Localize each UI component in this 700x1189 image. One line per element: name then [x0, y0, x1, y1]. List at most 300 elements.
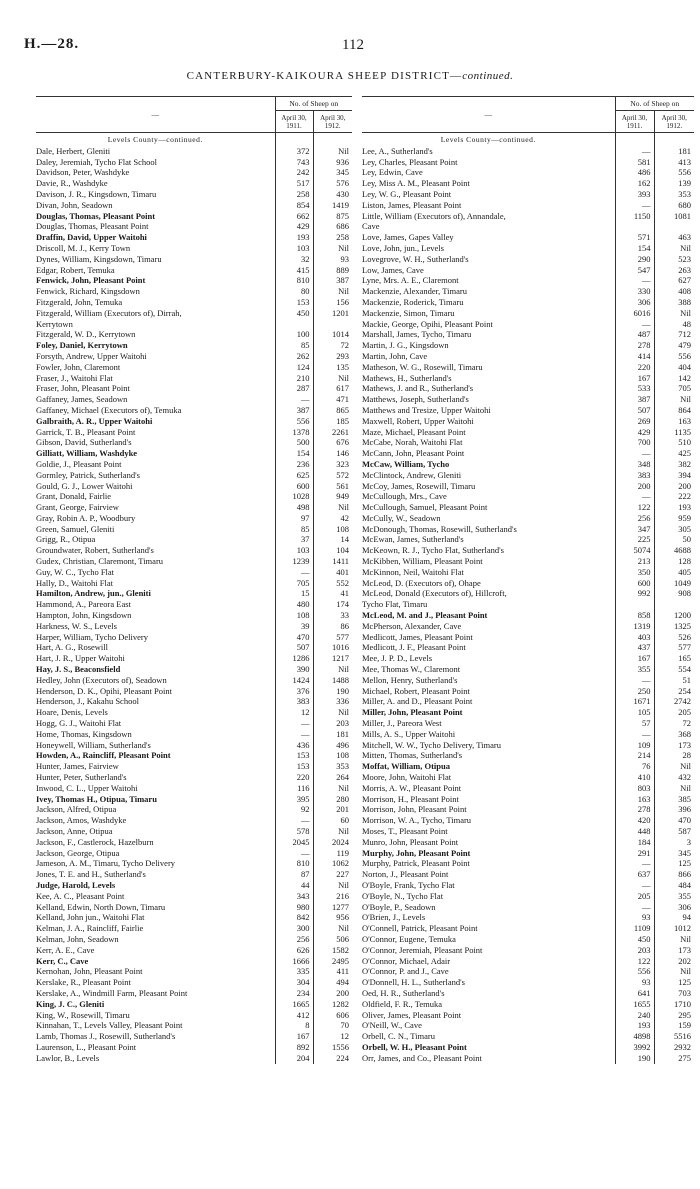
sheep-1911: 854: [275, 200, 313, 211]
sheep-1912: 479: [654, 340, 694, 351]
sheep-1912: 712: [654, 329, 694, 340]
owner-row: [362, 524, 694, 535]
sheep-1912: 323: [313, 459, 352, 470]
sheep-1912: 51: [654, 675, 694, 686]
owner-name: Groundwater, Robert, Sutherland's: [36, 545, 154, 556]
owner-name: Medlicott, James, Pleasant Point: [362, 631, 473, 642]
owner-row: [36, 146, 352, 157]
sheep-1911: 234: [275, 988, 313, 999]
sheep-1912: 86: [313, 621, 352, 632]
owner-row: [36, 588, 352, 599]
owner-name: Fenwick, John, Pleasant Point: [36, 275, 146, 286]
owner-name: Gould, G. J., Lower Waitohi: [36, 480, 133, 491]
sheep-1911: 97: [275, 513, 313, 524]
sheep-1912: 108: [313, 750, 352, 761]
owner-name: Dale, Herbert, Gleniti: [36, 145, 111, 156]
sheep-1912: 156: [313, 297, 352, 308]
owner-row: [36, 545, 352, 556]
sheep-1911: 355: [615, 664, 654, 675]
owner-name: Mellon, Henry, Sutherland's: [362, 674, 458, 685]
owner-name: Gibson, David, Sutherland's: [36, 437, 132, 448]
sheep-1911: 203: [615, 945, 654, 956]
sheep-1911: 240: [615, 1010, 654, 1021]
sheep-1911: 1109: [615, 923, 654, 934]
owner-row: [36, 167, 352, 178]
sheep-1911: 85: [275, 524, 313, 535]
owner-name: Tycho Flat, Timaru: [362, 599, 428, 610]
sheep-1912: 1411: [313, 556, 352, 567]
owner-row: [36, 275, 352, 286]
sheep-1912: 345: [313, 167, 352, 178]
sheep-1912: 201: [313, 804, 352, 815]
sheep-1912: Nil: [654, 243, 694, 254]
sheep-1912: 572: [313, 470, 352, 481]
owner-name: Draffin, David, Upper Waitohi: [36, 232, 147, 243]
sheep-1911: 304: [275, 977, 313, 988]
sheep-1911: —: [275, 815, 313, 826]
sheep-1911: 236: [275, 459, 313, 470]
owner-name: Orr, James, and Co., Pleasant Point: [362, 1052, 482, 1063]
owner-row: [362, 470, 694, 481]
sheep-1911: 163: [615, 794, 654, 805]
owner-row: [362, 167, 694, 178]
owner-name: Davison, J. R., Kingsdown, Timaru: [36, 188, 157, 199]
owner-name: Liston, James, Pleasant Point: [362, 199, 462, 210]
owner-row: [36, 999, 352, 1010]
owner-row: [36, 848, 352, 859]
sheep-1911: 167: [275, 1031, 313, 1042]
owner-row: [36, 394, 352, 405]
sheep-1912: 60: [313, 815, 352, 826]
owner-name: Guy, W. C., Tycho Flat: [36, 566, 115, 577]
sheep-1911: 480: [275, 599, 313, 610]
owner-name: O'Neill, W., Cave: [362, 1020, 422, 1031]
sheep-1911: 980: [275, 902, 313, 913]
owner-name: Munro, John, Pleasant Point: [362, 836, 459, 847]
sheep-1912: 295: [654, 1010, 694, 1021]
owner-row: [362, 729, 694, 740]
sheep-1911: —: [275, 848, 313, 859]
sheep-1912: 174: [313, 599, 352, 610]
owner-row: [362, 448, 694, 459]
owner-name: Hunter, James, Fairview: [36, 761, 119, 772]
owner-name: Oliver, James, Pleasant Point: [362, 1009, 462, 1020]
owner-name: Gray, Robin A. P., Woodbury: [36, 512, 136, 523]
owner-row: [362, 912, 694, 923]
sheep-count-group-header: No. of Sheep on: [615, 97, 694, 111]
owner-name: Laurenson, L., Pleasant Point: [36, 1041, 137, 1052]
sheep-1911: 1671: [615, 696, 654, 707]
sheep-1912: 159: [654, 1020, 694, 1031]
sheep-1911: 93: [615, 912, 654, 923]
owner-name: Maze, Michael, Pleasant Point: [362, 426, 466, 437]
sheep-1912: 48: [654, 319, 694, 330]
owner-name: Love, John, jun., Levels: [362, 242, 444, 253]
sheep-1911: 154: [275, 448, 313, 459]
sheep-1911: 116: [275, 783, 313, 794]
sheep-1912: 128: [654, 556, 694, 567]
sheep-1911: 287: [275, 383, 313, 394]
owner-row: [36, 232, 352, 243]
sheep-1912: 496: [313, 740, 352, 751]
owner-row: [36, 750, 352, 761]
owner-row: [362, 999, 694, 1010]
owner-row: [362, 848, 694, 859]
owner-row: [36, 1020, 352, 1031]
sheep-1911: 335: [275, 966, 313, 977]
sheep-1912: Nil: [313, 664, 352, 675]
owner-row: [362, 394, 694, 405]
owner-row: [36, 826, 352, 837]
sheep-1911: 105: [615, 707, 654, 718]
sheep-1911: 487: [615, 329, 654, 340]
owner-name: Gaffaney, Michael (Executors of), Temuka: [36, 404, 182, 415]
sheep-1911: —: [275, 567, 313, 578]
owner-row: [36, 513, 352, 524]
owner-name: Kee, A. C., Pleasant Point: [36, 890, 125, 901]
sheep-1912: 1049: [654, 578, 694, 589]
owner-row: [36, 599, 352, 610]
owner-name: McClintock, Andrew, Gleniti: [362, 469, 462, 480]
sheep-1911: 153: [275, 761, 313, 772]
sheep-1912: 2495: [313, 956, 352, 967]
sheep-1911: [615, 599, 654, 610]
sheep-1911: 122: [615, 502, 654, 513]
sheep-1912: 463: [654, 232, 694, 243]
owner-name: McKeown, R. J., Tycho Flat, Sutherland's: [362, 545, 504, 556]
sheep-1911: 220: [615, 362, 654, 373]
page-title: [0, 70, 700, 82]
sheep-1911: 220: [275, 772, 313, 783]
sheep-1912: 394: [654, 470, 694, 481]
owner-name: Matheson, W. G., Rosewill, Timaru: [362, 361, 483, 372]
sheep-1912: 1012: [654, 923, 694, 934]
sheep-1911: 15: [275, 588, 313, 599]
owner-name: Morrison, H., Pleasant Point: [362, 793, 459, 804]
owner-row: [362, 1020, 694, 1031]
owner-row: [36, 858, 352, 869]
owner-row: [362, 243, 694, 254]
sheep-1912: Nil: [313, 286, 352, 297]
owner-row: [362, 610, 694, 621]
sheep-1912: [654, 221, 694, 232]
title-suffix: continued.: [462, 70, 514, 82]
sheep-1912: 104: [313, 545, 352, 556]
sheep-1912: 1556: [313, 1042, 352, 1053]
sheep-1911: 436: [275, 740, 313, 751]
owner-name: Miller, A. and D., Pleasant Point: [362, 696, 473, 707]
owner-row: [362, 340, 694, 351]
owner-row: [362, 491, 694, 502]
sheep-1912: 408: [654, 286, 694, 297]
sheep-1911: 214: [615, 750, 654, 761]
owner-name: Harper, William, Tycho Delivery: [36, 631, 148, 642]
right-table: [362, 96, 694, 1064]
owner-name: Fitzgerald, William (Executors of), Dirrah,: [36, 307, 182, 318]
owner-row: [36, 297, 352, 308]
sheep-1911: 306: [615, 297, 654, 308]
sheep-1911: 1286: [275, 653, 313, 664]
sheep-1911: 641: [615, 988, 654, 999]
owner-row: [36, 880, 352, 891]
owner-row: [362, 1031, 694, 1042]
owner-row: [362, 146, 694, 157]
sheep-1912: 5516: [654, 1031, 694, 1042]
owner-name: Moore, John, Waitohi Flat: [362, 772, 452, 783]
sheep-1912: 1277: [313, 902, 352, 913]
owner-name: Medlicott, J. F., Pleasant Point: [362, 642, 466, 653]
owner-row: [362, 405, 694, 416]
owner-name: Matthews, Joseph, Sutherland's: [362, 394, 469, 405]
owner-row: [36, 437, 352, 448]
sheep-1912: 275: [654, 1053, 694, 1064]
sheep-1912: 949: [313, 491, 352, 502]
sheep-1911: 190: [615, 1053, 654, 1064]
owner-row: [362, 308, 694, 319]
owner-name: Home, Thomas, Kingsdown: [36, 728, 132, 739]
owner-name: Jackson, F., Castlerock, Hazelburn: [36, 836, 154, 847]
owner-name: McCully, W., Seadown: [362, 512, 441, 523]
owner-row: [362, 718, 694, 729]
sheep-1911: 1378: [275, 427, 313, 438]
sheep-1911: 410: [615, 772, 654, 783]
sheep-1911: 256: [275, 934, 313, 945]
owner-row: [36, 956, 352, 967]
sheep-1911: 300: [275, 923, 313, 934]
sheep-1912: 405: [654, 567, 694, 578]
owner-row: [36, 621, 352, 632]
owner-name: Fowler, John, Claremont: [36, 361, 121, 372]
owner-name: McDonough, Thomas, Rosewill, Sutherland's: [362, 523, 517, 534]
sheep-1911: 193: [615, 1020, 654, 1031]
sheep-1911: —: [275, 394, 313, 405]
owner-row: [36, 524, 352, 535]
sheep-1911: 383: [615, 470, 654, 481]
owner-row: [362, 664, 694, 675]
owner-row: [362, 481, 694, 492]
owner-row: [362, 567, 694, 578]
owner-row: [36, 157, 352, 168]
owner-name: Hunter, Peter, Sutherland's: [36, 772, 127, 783]
sheep-1911: 348: [615, 459, 654, 470]
owner-row: [36, 945, 352, 956]
sheep-1912: 866: [654, 869, 694, 880]
owner-name: Kerrytown: [36, 318, 73, 329]
sheep-1912: 705: [654, 383, 694, 394]
owner-row: [36, 502, 352, 513]
owner-name: Martin, John, Cave: [362, 350, 428, 361]
owner-name: Forsyth, Andrew, Upper Waitohi: [36, 350, 147, 361]
owner-name: Henderson, J., Kakahu School: [36, 696, 139, 707]
owner-row: [362, 578, 694, 589]
sheep-1912: 263: [654, 265, 694, 276]
owner-name: Fraser, John, Pleasant Point: [36, 383, 130, 394]
sheep-1911: 498: [275, 502, 313, 513]
sheep-1912: 1081: [654, 211, 694, 222]
owner-name: McCullough, Samuel, Pleasant Point: [362, 502, 488, 513]
sheep-1911: 278: [615, 340, 654, 351]
owner-name: Inwood, C. L., Upper Waitohi: [36, 782, 138, 793]
owner-name: Ley, W. G., Pleasant Point: [362, 188, 452, 199]
owner-name: Hedley, John (Executors of), Seadown: [36, 674, 167, 685]
sheep-1911: 57: [615, 718, 654, 729]
sheep-1911: 578: [275, 826, 313, 837]
owner-row: [362, 880, 694, 891]
sheep-1912: 587: [654, 826, 694, 837]
owner-name: Ley, Edwin, Cave: [362, 167, 423, 178]
owner-row: [36, 383, 352, 394]
sheep-1911: 4898: [615, 1031, 654, 1042]
owner-name: O'Donnell, H. L., Sutherland's: [362, 977, 465, 988]
owner-row: [362, 869, 694, 880]
sheep-1912: 2932: [654, 1042, 694, 1053]
sheep-1911: 225: [615, 534, 654, 545]
owner-name: Gilliatt, William, Washdyke: [36, 448, 138, 459]
sheep-1912: 875: [313, 211, 352, 222]
owner-row: [36, 373, 352, 384]
sheep-1911: 842: [275, 912, 313, 923]
sheep-1912: 216: [313, 891, 352, 902]
sheep-1912: 1582: [313, 945, 352, 956]
owner-row: [362, 804, 694, 815]
owner-name: O'Boyle, N., Tycho Flat: [362, 890, 444, 901]
sheep-1912: 280: [313, 794, 352, 805]
sheep-1911: 450: [615, 934, 654, 945]
owner-row: [36, 696, 352, 707]
owner-name: Martin, J. G., Kingsdown: [362, 340, 449, 351]
owner-row: [362, 211, 694, 222]
sheep-1912: 494: [313, 977, 352, 988]
sheep-1911: 581: [615, 157, 654, 168]
sheep-1911: 80: [275, 286, 313, 297]
sheep-1912: 1135: [654, 427, 694, 438]
sheep-1912: Nil: [313, 923, 352, 934]
sheep-1912: 627: [654, 275, 694, 286]
owner-row: [362, 416, 694, 427]
sheep-1911: 625: [275, 470, 313, 481]
sheep-1912: 345: [654, 848, 694, 859]
owner-row: [36, 286, 352, 297]
sheep-1912: 293: [313, 351, 352, 362]
owner-row: [36, 221, 352, 232]
sheep-1911: 250: [615, 686, 654, 697]
sheep-1912: 190: [313, 686, 352, 697]
owner-name: King, J. C., Gleniti: [36, 998, 105, 1009]
owner-name: Mills, A. S., Upper Waitohi: [362, 728, 456, 739]
sheep-1911: 1655: [615, 999, 654, 1010]
sheep-1911: 103: [275, 243, 313, 254]
owner-name: McCann, John, Pleasant Point: [362, 448, 465, 459]
sheep-1911: —: [615, 146, 654, 157]
owner-name: Ley, Miss A. M., Pleasant Point: [362, 178, 470, 189]
owner-row: [362, 621, 694, 632]
owner-row: [36, 405, 352, 416]
owner-row: [36, 556, 352, 567]
sheep-1912: 202: [654, 956, 694, 967]
sheep-1911: 154: [615, 243, 654, 254]
sheep-1911: —: [615, 675, 654, 686]
sheep-1912: 93: [313, 254, 352, 265]
owner-row: [36, 1031, 352, 1042]
sheep-1911: 343: [275, 891, 313, 902]
owner-name: Mathews, H., Sutherland's: [362, 372, 452, 383]
owner-row: [36, 815, 352, 826]
sheep-1911: 8: [275, 1020, 313, 1031]
sheep-1911: 1665: [275, 999, 313, 1010]
sheep-1911: 600: [615, 578, 654, 589]
owner-row: [362, 783, 694, 794]
owner-row: [362, 837, 694, 848]
sheep-1911: 39: [275, 621, 313, 632]
sheep-1912: 50: [654, 534, 694, 545]
owner-name: Morrison, W. A., Tycho, Timaru: [362, 815, 472, 826]
sheep-1912: 523: [654, 254, 694, 265]
owner-name: Jackson, Anne, Otipua: [36, 826, 113, 836]
owner-row: [362, 178, 694, 189]
sheep-1912: 404: [654, 362, 694, 373]
sheep-1911: 500: [275, 437, 313, 448]
sheep-1911: 269: [615, 416, 654, 427]
owner-row: [36, 448, 352, 459]
sheep-1912: Nil: [313, 146, 352, 157]
owner-name: Hogg, G. J., Waitohi Flat: [36, 718, 122, 729]
owner-row: [362, 707, 694, 718]
sheep-1911: 810: [275, 858, 313, 869]
sheep-1911: 167: [615, 653, 654, 664]
sheep-1911: 448: [615, 826, 654, 837]
sheep-1911: 103: [275, 545, 313, 556]
sheep-1912: [654, 599, 694, 610]
owner-row: [362, 351, 694, 362]
sheep-1911: 437: [615, 642, 654, 653]
owner-name: Mackenzie, Simon, Timaru: [362, 307, 455, 318]
sheep-1911: 507: [615, 405, 654, 416]
owner-row: [362, 956, 694, 967]
sheep-1911: —: [615, 448, 654, 459]
sheep-1911: 1150: [615, 211, 654, 222]
owner-row: [36, 966, 352, 977]
owner-row: [362, 200, 694, 211]
sheep-1912: 1014: [313, 329, 352, 340]
sheep-1912: 1710: [654, 999, 694, 1010]
sheep-1911: —: [615, 729, 654, 740]
sheep-1912: Nil: [654, 394, 694, 405]
owner-name: Miller, John, Pleasant Point: [362, 707, 463, 718]
sheep-1912: 382: [654, 459, 694, 470]
owner-row: [362, 588, 694, 599]
sheep-1912: 425: [654, 448, 694, 459]
section-heading: Levels County—continued.: [107, 135, 203, 144]
owner-name: Mathews, J. and R., Sutherland's: [362, 383, 474, 394]
sheep-1911: 429: [275, 221, 313, 232]
sheep-1911: 32: [275, 254, 313, 265]
owner-name: Jackson, George, Otipua: [36, 847, 120, 858]
sheep-1911: 393: [615, 189, 654, 200]
owner-name: Galbraith, A. R., Upper Waitohi: [36, 415, 153, 426]
owner-row: [362, 373, 694, 384]
sheep-1912: 353: [654, 189, 694, 200]
owner-name: Hampton, John, Kingsdown: [36, 610, 132, 621]
sheep-1911: —: [275, 718, 313, 729]
sheep-1912: 676: [313, 437, 352, 448]
sheep-1911: 85: [275, 340, 313, 351]
owner-name: McLeod, Donald (Executors of), Hillcroft,: [362, 588, 507, 599]
sheep-1912: 72: [654, 718, 694, 729]
column-header-1911: April 30, 1911.: [275, 111, 313, 133]
sheep-1912: 556: [654, 167, 694, 178]
sheep-1911: 350: [615, 567, 654, 578]
owner-row: [36, 869, 352, 880]
